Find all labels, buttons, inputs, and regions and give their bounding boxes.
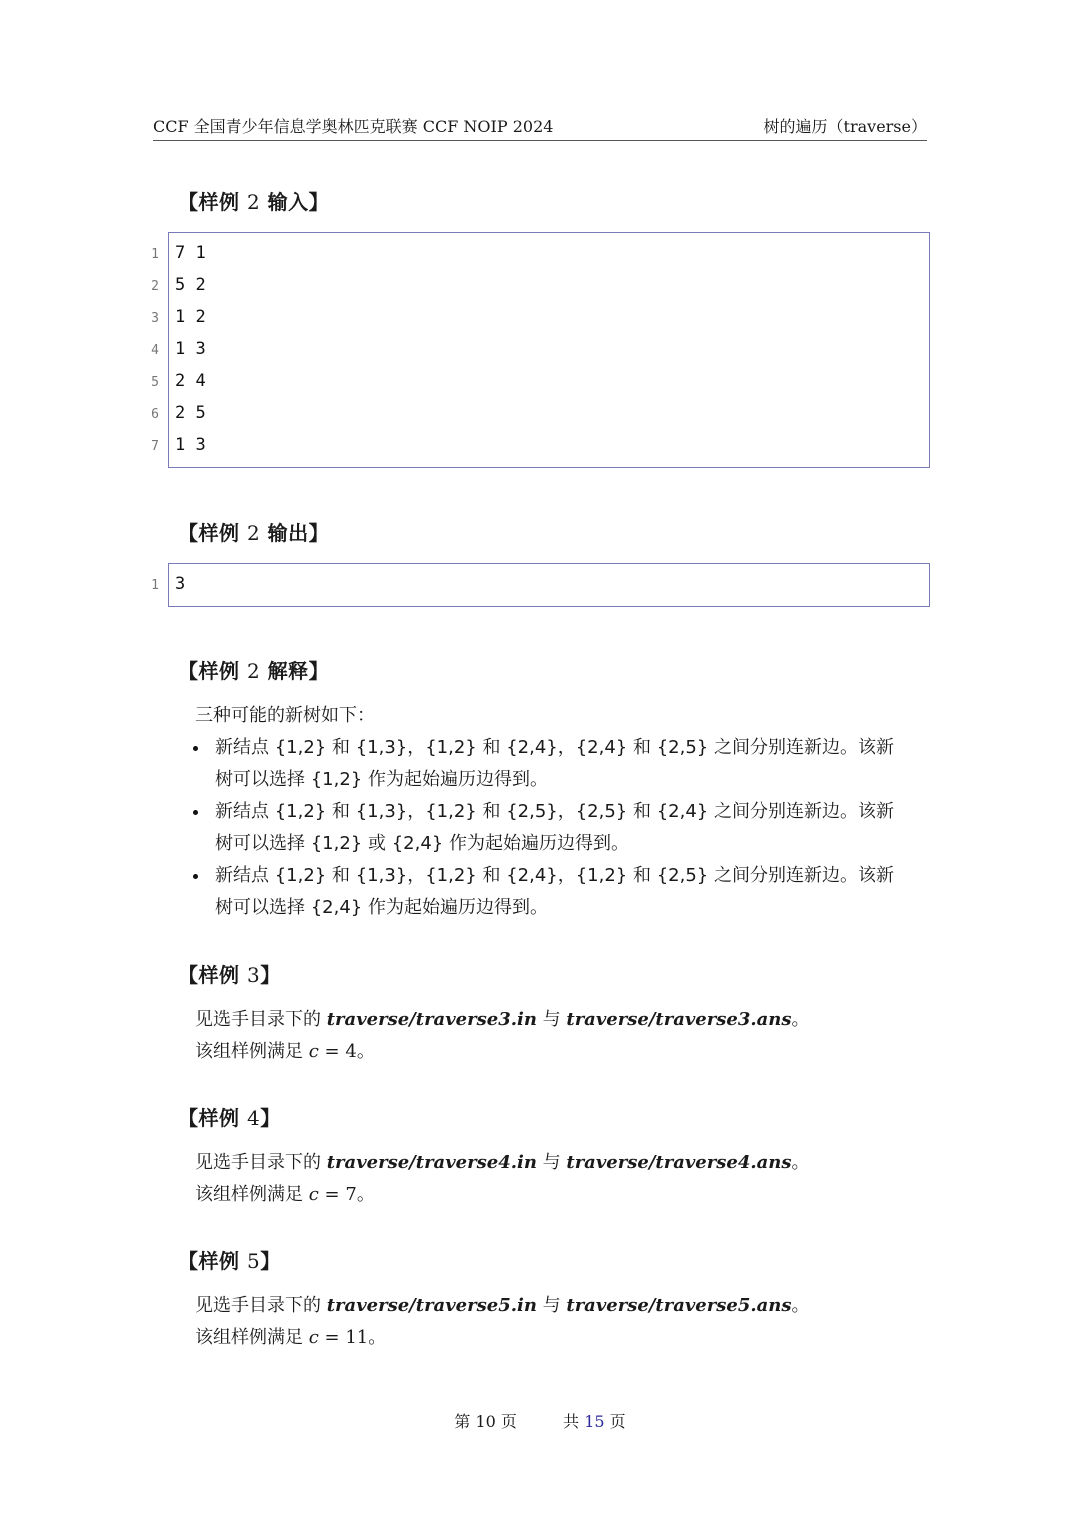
- line-number: 7: [151, 439, 159, 454]
- header-contest-title: CCF 全国青少年信息学奥林匹克联赛 CCF NOIP 2024: [153, 117, 554, 136]
- page-total: 共 15 页: [563, 1412, 626, 1431]
- code-line: [151, 303, 929, 335]
- sample2-input-code: [151, 232, 930, 468]
- line-text: 2 5: [175, 403, 206, 423]
- page-footer: [0, 1409, 1080, 1432]
- line-number: 1: [151, 247, 159, 262]
- code-line: [151, 367, 929, 399]
- line-number: 3: [151, 311, 159, 326]
- bullet-line: 新结点 {1,2} 和 {1,3}，{1,2} 和 {2,4}，{2,4} 和 {2,5} 之间分别连新边。该新: [215, 737, 894, 758]
- sample2-explain-title: 【样例 2 解释】: [178, 659, 330, 683]
- list-item: [215, 860, 930, 924]
- bullet-line: 新结点 {1,2} 和 {1,3}，{1,2} 和 {2,5}，{2,5} 和 {2,4} 之间分别连新边。该新: [215, 801, 894, 822]
- sample4-constraint-line: 该组样例满足 c = 7。: [195, 1184, 375, 1205]
- line-number: 4: [151, 343, 159, 358]
- bullet-line: 新结点 {1,2} 和 {1,3}，{1,2} 和 {2,4}，{1,2} 和 {2,5} 之间分别连新边。该新: [215, 865, 894, 886]
- line-number: 1: [151, 578, 159, 593]
- code-line: [151, 570, 929, 602]
- page-header: [153, 114, 927, 141]
- line-text: 7 1: [175, 243, 206, 263]
- sample3-files-line: 见选手目录下的 traverse/traverse3.in 与 traverse/traverse3.ans。: [195, 1009, 810, 1030]
- sample5-answer-file: traverse/traverse5.ans: [566, 1295, 792, 1316]
- bullet-icon: [193, 810, 198, 815]
- sample5-input-file: traverse/traverse5.in: [326, 1295, 537, 1316]
- code-line: [151, 271, 929, 303]
- sample2-output-title: 【样例 2 输出】: [178, 521, 330, 545]
- sample3-title: 【样例 3】: [178, 963, 281, 987]
- sample3-answer-file: traverse/traverse3.ans: [566, 1009, 792, 1030]
- bullet-icon: [193, 874, 198, 879]
- code-line: [151, 431, 929, 463]
- sample2-explain-intro: 三种可能的新树如下：: [195, 705, 375, 726]
- sample3-input-file: traverse/traverse3.in: [326, 1009, 537, 1030]
- page-number: 第 10 页: [454, 1412, 517, 1431]
- code-line: [151, 239, 929, 271]
- list-item: [215, 796, 930, 860]
- line-number: 2: [151, 279, 159, 294]
- list-item: [215, 732, 930, 796]
- line-text: 2 4: [175, 371, 206, 391]
- bullet-icon: [193, 746, 198, 751]
- code-line: [151, 335, 929, 367]
- line-text: 1 3: [175, 339, 206, 359]
- sample5-files-line: 见选手目录下的 traverse/traverse5.in 与 traverse/traverse5.ans。: [195, 1295, 810, 1316]
- sample4-answer-file: traverse/traverse4.ans: [566, 1152, 792, 1173]
- header-problem-title: 树的遍历（traverse）: [763, 117, 927, 136]
- sample2-input-title: 【样例 2 输入】: [178, 190, 330, 214]
- sample4-input-file: traverse/traverse4.in: [326, 1152, 537, 1173]
- sample4-files-line: 见选手目录下的 traverse/traverse4.in 与 traverse/traverse4.ans。: [195, 1152, 810, 1173]
- line-number: 6: [151, 407, 159, 422]
- sample4-title: 【样例 4】: [178, 1106, 281, 1130]
- line-text: 3: [175, 574, 186, 594]
- line-text: 1 2: [175, 307, 206, 327]
- line-text: 1 3: [175, 435, 206, 455]
- line-text: 5 2: [175, 275, 206, 295]
- sample5-constraint-line: 该组样例满足 c = 11。: [195, 1327, 387, 1348]
- sample3-constraint-line: 该组样例满足 c = 4。: [195, 1041, 375, 1062]
- bullet-line: 树可以选择 {2,4} 作为起始遍历边得到。: [215, 897, 548, 918]
- bullet-line: 树可以选择 {1,2} 或 {2,4} 作为起始遍历边得到。: [215, 833, 629, 854]
- code-line: [151, 399, 929, 431]
- sample5-title: 【样例 5】: [178, 1249, 281, 1273]
- line-number: 5: [151, 375, 159, 390]
- sample2-output-code: [151, 563, 930, 607]
- bullet-line: 树可以选择 {1,2} 作为起始遍历边得到。: [215, 769, 548, 790]
